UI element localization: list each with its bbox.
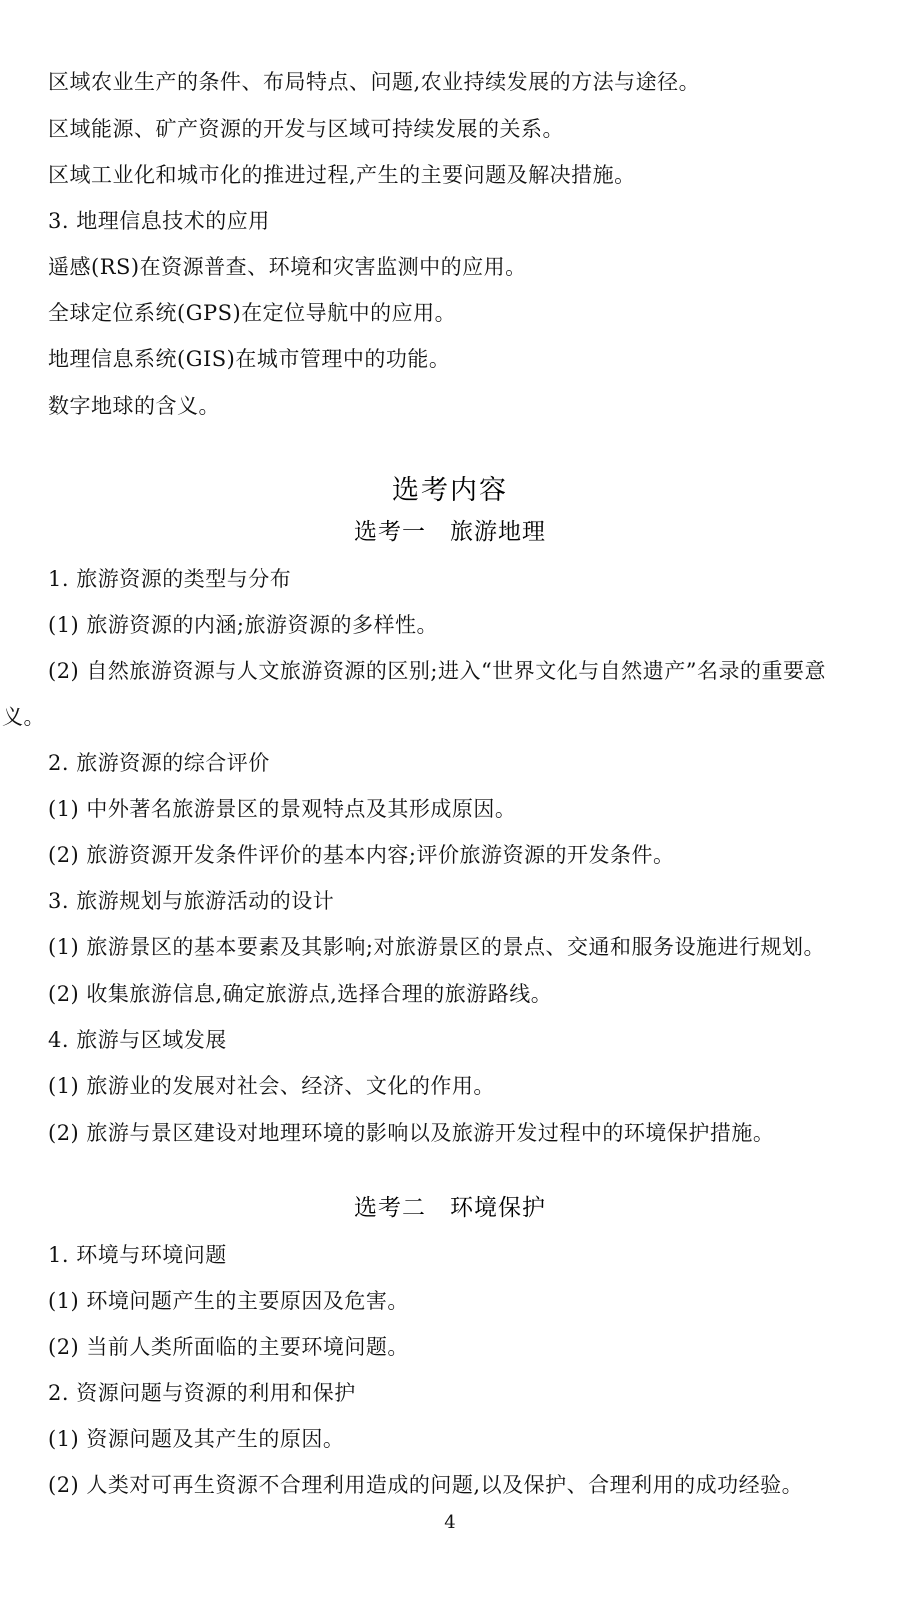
text-line-continuation: 义。: [2, 705, 45, 729]
numbered-heading: 1. 环境与环境问题: [48, 1243, 227, 1267]
text-line: (2) 自然旅游资源与人文旅游资源的区别;进入“世界文化与自然遗产”名录的重要意: [48, 659, 826, 683]
text-line: 遥感(RS)在资源普查、环境和灾害监测中的应用。: [48, 255, 527, 279]
numbered-heading: 4. 旅游与区域发展: [48, 1028, 227, 1052]
text-line: (1) 环境问题产生的主要原因及危害。: [48, 1289, 409, 1313]
numbered-heading: 3. 旅游规划与旅游活动的设计: [48, 889, 335, 913]
module-title: 选考一 旅游地理: [354, 519, 546, 545]
text-line: (2) 旅游资源开发条件评价的基本内容;评价旅游资源的开发条件。: [48, 843, 675, 867]
text-line: (1) 资源问题及其产生的原因。: [48, 1427, 345, 1451]
numbered-heading: 2. 资源问题与资源的利用和保护: [48, 1381, 356, 1405]
text-line: 数字地球的含义。: [48, 394, 220, 418]
numbered-heading: 1. 旅游资源的类型与分布: [48, 567, 292, 591]
numbered-heading: 3. 地理信息技术的应用: [48, 209, 270, 233]
text-line: 区域农业生产的条件、布局特点、问题,农业持续发展的方法与途径。: [48, 70, 701, 94]
text-line: 区域工业化和城市化的推进过程,产生的主要问题及解决措施。: [48, 163, 636, 187]
section-title: 选考内容: [392, 475, 508, 506]
page-number: 4: [444, 1512, 456, 1533]
text-line: (2) 收集旅游信息,确定旅游点,选择合理的旅游路线。: [48, 982, 553, 1006]
text-line: (1) 旅游景区的基本要素及其影响;对旅游景区的景点、交通和服务设施进行规划。: [48, 935, 825, 959]
numbered-heading: 2. 旅游资源的综合评价: [48, 751, 270, 775]
module-title: 选考二 环境保护: [354, 1195, 546, 1221]
text-line: (1) 旅游业的发展对社会、经济、文化的作用。: [48, 1074, 495, 1098]
text-line: (2) 旅游与景区建设对地理环境的影响以及旅游开发过程中的环境保护措施。: [48, 1121, 775, 1145]
text-line: 全球定位系统(GPS)在定位导航中的应用。: [48, 301, 457, 325]
text-line: 区域能源、矿产资源的开发与区域可持续发展的关系。: [48, 117, 564, 141]
text-line: 地理信息系统(GIS)在城市管理中的功能。: [48, 347, 451, 371]
text-line: (2) 人类对可再生资源不合理利用造成的问题,以及保护、合理利用的成功经验。: [48, 1473, 804, 1497]
text-line: (1) 旅游资源的内涵;旅游资源的多样性。: [48, 613, 438, 637]
text-line: (2) 当前人类所面临的主要环境问题。: [48, 1335, 409, 1359]
text-line: (1) 中外著名旅游景区的景观特点及其形成原因。: [48, 797, 517, 821]
